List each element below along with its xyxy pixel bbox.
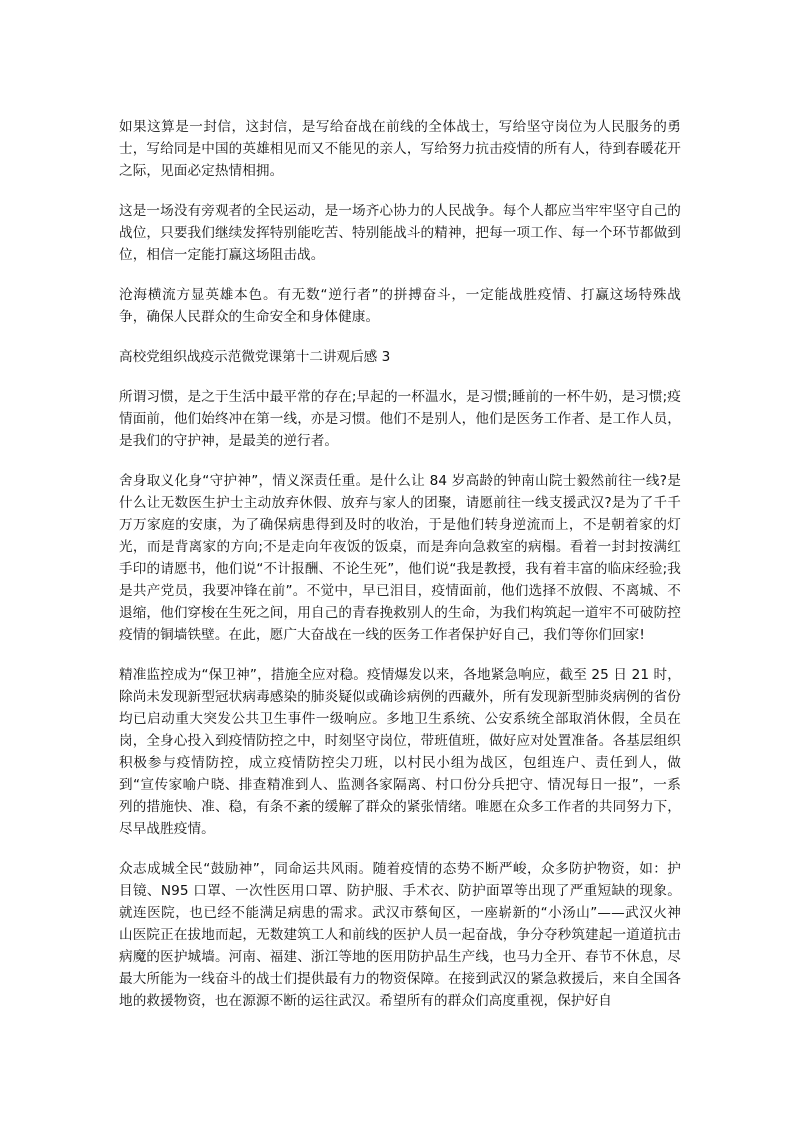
paragraph-heroes: 沧海横流方显英雄本色。有无数“逆行者”的拼搏奋斗，一定能战胜疫情、打赢这场特殊战争，确保人民群众的生命安全和身体健康。 <box>119 287 681 325</box>
document-body <box>119 116 681 1030</box>
paragraph-habit: 所谓习惯，是之于生活中最平常的存在;早起的一杯温水，是习惯;睡前的一杯牛奶，是习惯;疫情面前，他们始终冲在第一线，亦是习惯。他们不是别人，他们是医务工作者、是工作人员，是我们的守护神，是最美的逆行者。 <box>119 389 681 449</box>
paragraph-letter: 如果这算是一封信，这封信，是写给奋战在前线的全体战士，写给坚守岗位为人民服务的勇士，写给同是中国的英雄相见而又不能见的亲人，写给努力抗击疫情的所有人，待到春暖花开之际，见面必定热情相拥。 <box>119 119 681 179</box>
section-heading: 高校党组织战疫示范微党课第十二讲观后感 3 <box>119 349 391 365</box>
paragraph-solidarity: 众志成城全民“鼓励神”，同命运共风雨。随着疫情的态势不断严峻，众多防护物资，如：护目镜、N95 口罩、一次性医用口罩、防护服、手术衣、防护面罩等出现了严重短缺的现象。就连医院，也已经不能满足病患的需求。武汉市蔡甸区，一座崭新的“小汤山”——武汉火神山医院正在拔地而起，无数建筑工人和前线的医护人员一起奋战，争分夺秒筑建起一道道抗击病魔的医护城墙。河南、福建、浙江等地的医用防护品生产线，也马力全开、春节不休息，尽最大所能为一线奋斗的战士们提供最有力的物资保障。在接到武汉的紧急救援后，来自全国各地的救援物资，也在源源不断的运往武汉。希望所有的群众们高度重视，保护好自 <box>119 861 681 1009</box>
paragraph-monitoring: 精准监控成为“保卫神”，措施全应对稳。疫情爆发以来，各地紧急响应，截至 25 日 21 时，除尚未发现新型冠状病毒感染的肺炎疑似或确诊病例的西藏外，所有发现新型肺炎病例的省份均已启动重大突发公共卫生事件一级响应。多地卫生系统、公安系统全部取消休假，全员在岗，全身心投入到疫情防控之中，时刻坚守岗位，带班值班，做好应对处置准备。各基层组织积极参与疫情防控，成立疫情防控尖刀班，以村民小组为战区，包组连户、责任到人，做到“宣传家喻户晓、排查精准到人、监测各家隔离、村口份分兵把守、情况每日一报”，一系列的措施快、准、稳，有条不紊的缓解了群众的紧张情绪。唯愿在众多工作者的共同努力下，尽早战胜疫情。 <box>119 667 681 837</box>
paragraph-peoples-war: 这是一场没有旁观者的全民运动，是一场齐心协力的人民战争。每个人都应当牢牢坚守自己的战位，只要我们继续发挥特别能吃苦、特别能战斗的精神，把每一项工作、每一个环节都做到位，相信一定能打赢这场阻击战。 <box>119 203 681 263</box>
paragraph-guardian: 舍身取义化身“守护神”，情义深责任重。是什么让 84 岁高龄的钟南山院士毅然前往一线?是什么让无数医生护士主动放弃休假、放弃与家人的团聚，请愿前往一线支援武汉?是为了千千万万家庭的安康，为了确保病患得到及时的收治，于是他们转身逆流而上，不是朝着家的灯光，而是背离家的方向;不是走向年夜饭的饭桌，而是奔向急救室的病榻。看着一封封按满红手印的请愿书，他们说“不计报酬、不论生死”，他们说“我是教授，我有着丰富的临床经验;我是共产党员，我要冲锋在前”。不觉中，早已泪目，疫情面前，他们选择不放假、不离城、不退缩，他们穿梭在生死之间，用自己的青春挽救别人的生命，为我们构筑起一道牢不可破防控疫情的铜墙铁壁。在此，愿广大奋战在一线的医务工作者保护好自己，我们等你们回家! <box>119 473 681 643</box>
